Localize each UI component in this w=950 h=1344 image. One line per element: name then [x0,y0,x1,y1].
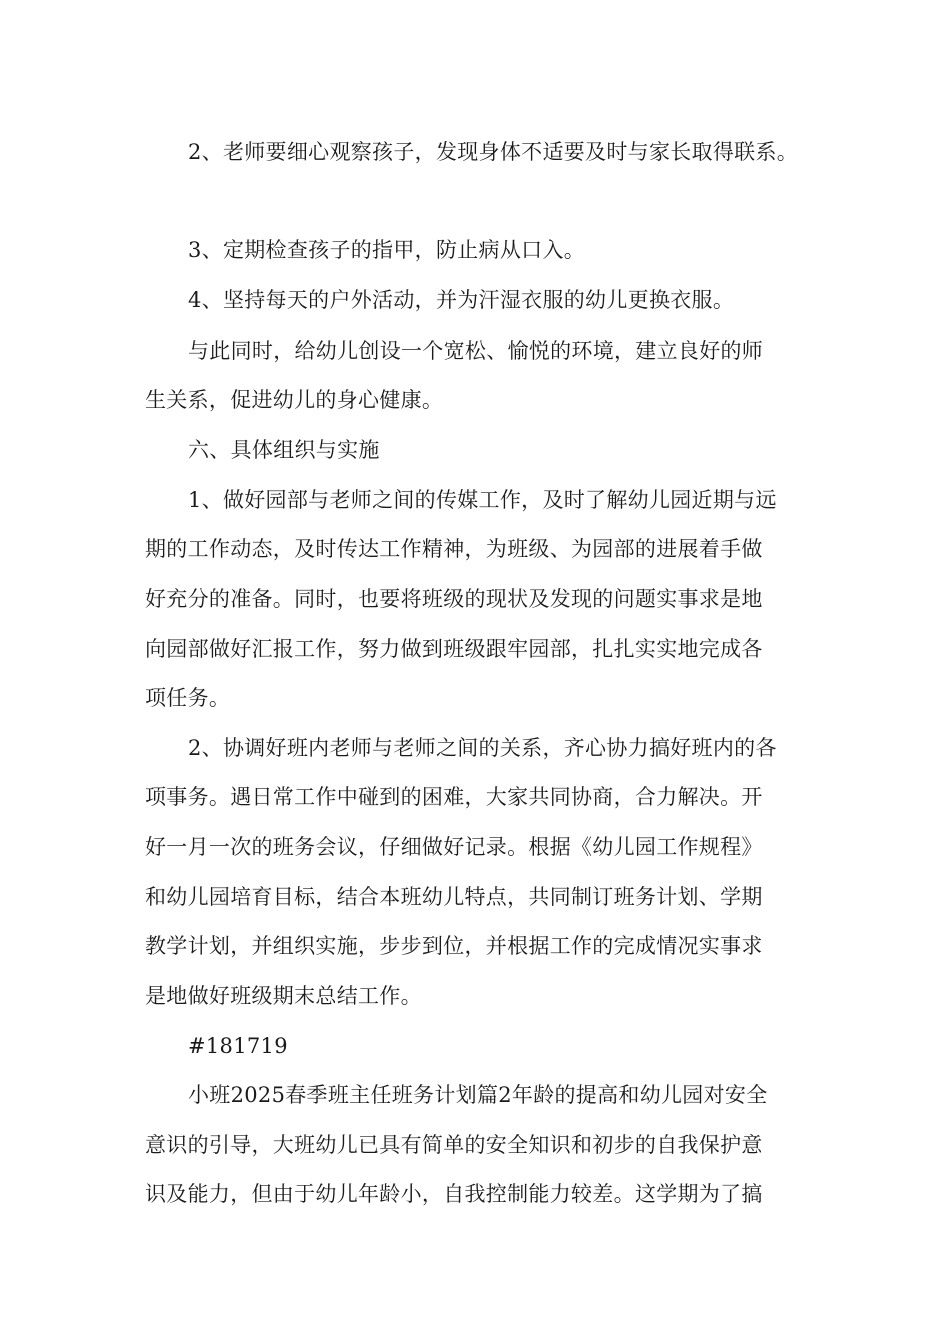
text-line: 向园部做好汇报工作，努力做到班级跟牢园部，扎扎实实地完成各 [145,637,763,661]
text-line: 2、协调好班内老师与老师之间的关系，齐心协力搞好班内的各 [188,736,777,760]
text-line: 2、老师要细心观察孩子，发现身体不适要及时与家长取得联系。 [188,140,799,164]
text-line: 期的工作动态，及时传达工作精神，为班级、为园部的进展着手做 [145,537,763,561]
text-line: 与此同时，给幼儿创设一个宽松、愉悦的环境，建立良好的师 [188,339,764,363]
text-line: 是地做好班级期末总结工作。 [145,984,422,1008]
text-line: 好一月一次的班务会议，仔细做好记录。根据《幼儿园工作规程》 [145,835,763,859]
text-line: 项事务。遇日常工作中碰到的困难，大家共同协商，合力解决。开 [145,785,763,809]
text-line: 项任务。 [145,686,231,710]
text-line: 生关系，促进幼儿的身心健康。 [145,388,444,412]
text-line: 1、做好园部与老师之间的传媒工作，及时了解幼儿园近期与远 [188,488,777,512]
text-line: 识及能力，但由于幼儿年龄小，自我控制能力较差。这学期为了搞 [145,1182,763,1206]
section-heading: 六、具体组织与实施 [188,438,380,462]
text-line: 小班2025春季班主任班务计划篇2年龄的提高和幼儿园对安全 [188,1083,768,1107]
text-line: 4、坚持每天的户外活动，并为汗湿衣服的幼儿更换衣服。 [188,288,735,312]
text-line: 好充分的准备。同时，也要将班级的现状及发现的问题实事求是地 [145,587,763,611]
document-id: #181719 [188,1034,288,1058]
text-line: 意识的引导，大班幼儿已具有简单的安全知识和初步的自我保护意 [145,1133,763,1157]
text-line: 教学计划，并组织实施，步步到位，并根据工作的完成情况实事求 [145,934,763,958]
text-line: 和幼儿园培育目标，结合本班幼儿特点，共同制订班务计划、学期 [145,885,763,909]
text-line: 3、定期检查孩子的指甲，防止病从口入。 [188,238,586,262]
